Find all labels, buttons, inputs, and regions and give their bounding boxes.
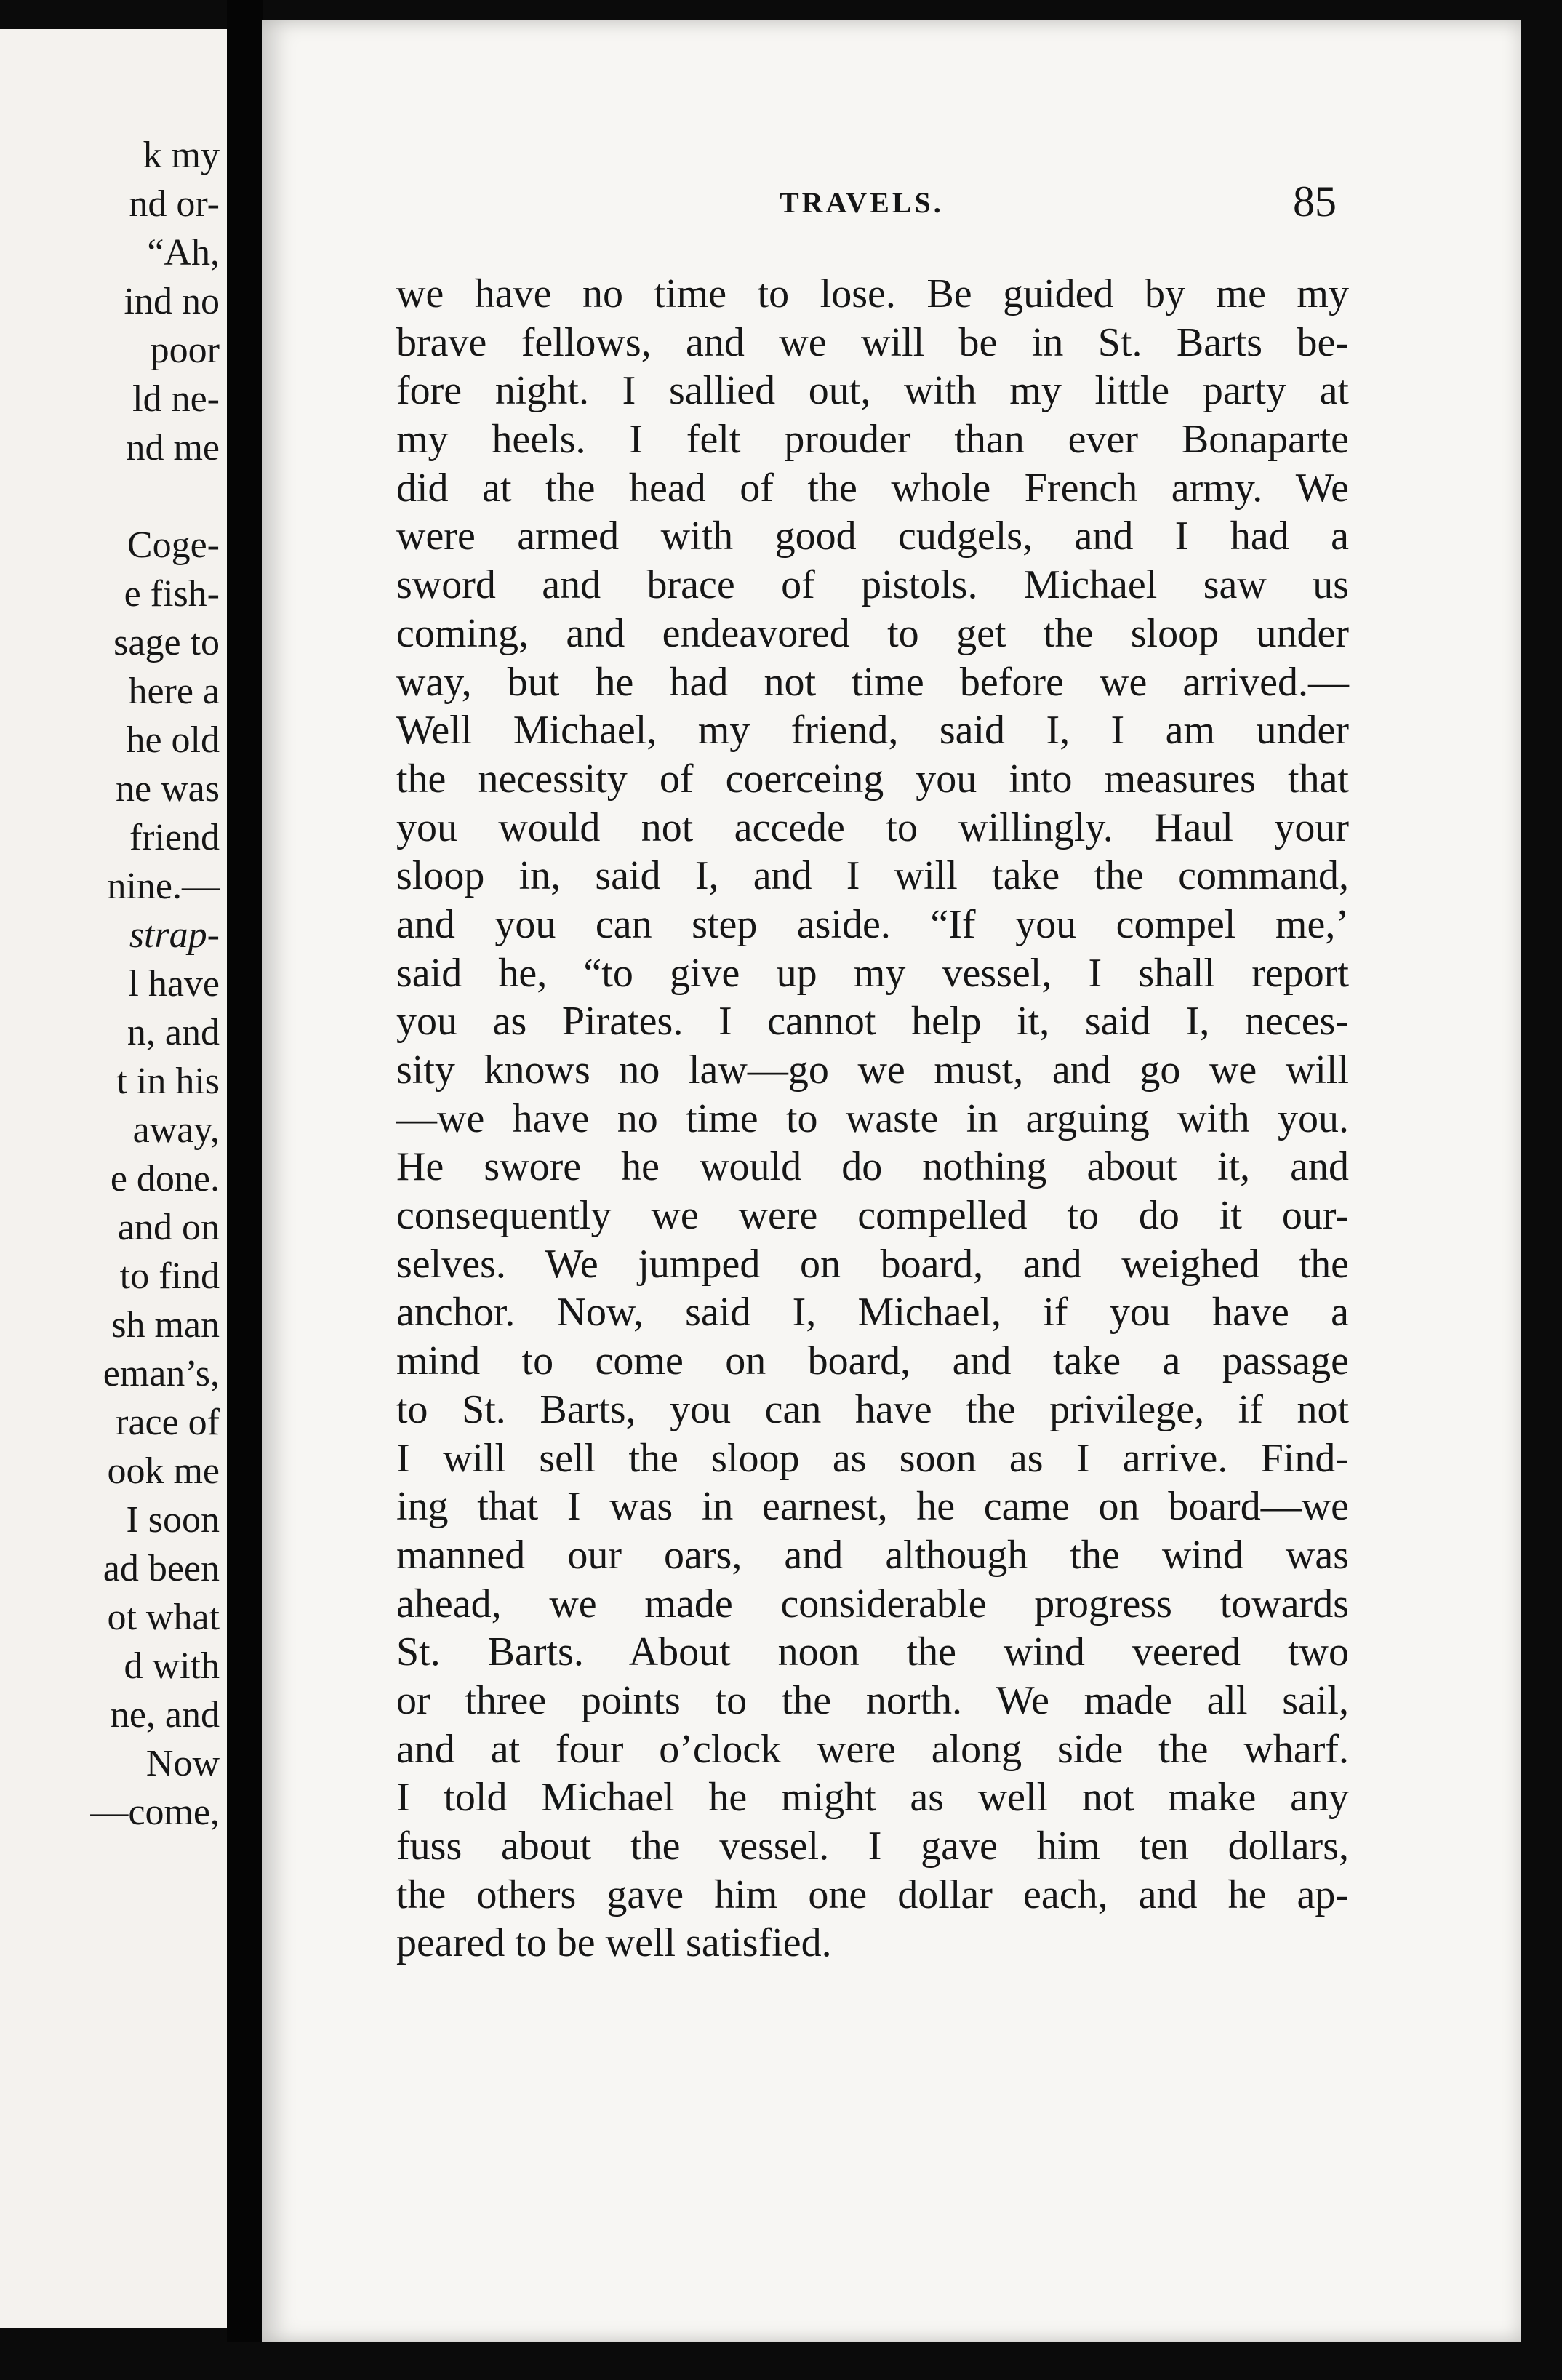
text-line: sity knows no law—go we must, and go we will	[396, 1047, 1349, 1093]
text-line: fore night. I sallied out, with my little party at	[396, 368, 1349, 414]
left-page-line: nd me	[126, 427, 220, 468]
left-page-line: ind no	[124, 281, 220, 322]
left-page-line: “Ah,	[147, 232, 220, 273]
text-line: and at four o’clock were along side the wharf.	[396, 1726, 1349, 1772]
left-page-line: nd or-	[129, 183, 220, 225]
text-line: sloop in, said I, and I will take the command,	[396, 853, 1349, 899]
text-line: and you can step aside. “If you compel me,’	[396, 901, 1349, 947]
left-page-line: away,	[132, 1109, 220, 1151]
text-line: ahead, we made considerable progress towards	[396, 1581, 1349, 1626]
text-line: you as Pirates. I cannot help it, said I, neces-	[396, 999, 1349, 1045]
text-line: Well Michael, my friend, said I, I am under	[396, 708, 1349, 754]
left-page-line: ot what	[107, 1597, 220, 1638]
text-line: I told Michael he might as well not make any	[396, 1775, 1349, 1821]
book-gutter	[227, 0, 263, 2380]
left-page-line: and on	[117, 1207, 220, 1248]
left-page-line: —come,	[90, 1792, 220, 1833]
left-page-line: I soon	[126, 1499, 220, 1541]
left-page-line: Coge-	[127, 524, 220, 566]
text-line: sword and brace of pistols. Michael saw us	[396, 562, 1349, 608]
text-line: anchor. Now, said I, Michael, if you have a	[396, 1290, 1349, 1335]
body-text	[396, 270, 1349, 1968]
left-page-line: t in his	[116, 1061, 220, 1102]
left-page-fragment	[0, 29, 227, 2328]
text-line: brave fellows, and we will be in St. Barts be-	[396, 319, 1349, 365]
text-line: He swore he would do nothing about it, and	[396, 1144, 1349, 1190]
left-page-line: ne was	[116, 768, 220, 810]
text-line: to St. Barts, you can have the privilege, if not	[396, 1386, 1349, 1432]
left-page-line: ne, and	[110, 1694, 220, 1736]
page-header	[262, 177, 1521, 228]
left-page-line: to find	[119, 1255, 220, 1297]
text-line: ing that I was in earnest, he came on board—we	[396, 1484, 1349, 1530]
left-page-line: l have	[128, 963, 220, 1005]
left-page-line: sh man	[111, 1304, 220, 1346]
left-page-line: ad been	[103, 1548, 220, 1589]
left-page-line: friend	[129, 817, 220, 858]
text-line: were armed with good cudgels, and I had a	[396, 514, 1349, 559]
running-head: TRAVELS.	[780, 186, 944, 219]
text-line: coming, and endeavored to get the sloop under	[396, 610, 1349, 656]
text-line: the others gave him one dollar each, and he ap-	[396, 1872, 1349, 1917]
left-page-line: strap-	[129, 914, 220, 956]
text-line: manned our oars, and although the wind was	[396, 1532, 1349, 1578]
left-page-line: d with	[124, 1645, 220, 1687]
left-page-line: n, and	[127, 1012, 220, 1053]
text-line: peared to be well satisfied.	[396, 1920, 832, 1966]
left-page-line: e done.	[110, 1158, 220, 1199]
text-line: said he, “to give up my vessel, I shall report	[396, 950, 1349, 996]
text-line: fuss about the vessel. I gave him ten dollars,	[396, 1824, 1349, 1869]
bottom-edge	[0, 2342, 1562, 2380]
text-line: consequently we were compelled to do it our-	[396, 1193, 1349, 1239]
left-page-line: ld ne-	[132, 378, 220, 420]
text-line: mind to come on board, and take a passage	[396, 1338, 1349, 1384]
left-page-line: sage to	[113, 622, 220, 663]
text-line: we have no time to lose. Be guided by me my	[396, 271, 1349, 316]
page-number: 85	[1293, 177, 1337, 225]
text-line: you would not accede to willingly. Haul your	[396, 804, 1349, 850]
left-page-line: here a	[128, 671, 220, 712]
left-page-line: eman’s,	[103, 1353, 220, 1394]
left-page-line: e fish-	[124, 573, 220, 615]
text-line: or three points to the north. We made all sail,	[396, 1677, 1349, 1723]
text-line: selves. We jumped on board, and weighed the	[396, 1241, 1349, 1287]
text-line: St. Barts. About noon the wind veered two	[396, 1629, 1349, 1675]
left-page-line: ook me	[107, 1450, 220, 1492]
left-page-line: k my	[143, 135, 220, 176]
right-page	[262, 20, 1521, 2342]
text-line: my heels. I felt prouder than ever Bonaparte	[396, 417, 1349, 463]
text-line: the necessity of coerceing you into measures that	[396, 756, 1349, 802]
text-line: way, but he had not time before we arrived.—	[396, 659, 1349, 705]
left-page-line: race of	[116, 1402, 220, 1443]
text-line: I will sell the sloop as soon as I arrive. Find-	[396, 1435, 1349, 1481]
left-page-line: he old	[126, 719, 220, 761]
text-line: —we have no time to waste in arguing with you.	[396, 1095, 1349, 1141]
text-line: did at the head of the whole French army. We	[396, 465, 1349, 511]
left-page-line: Now	[145, 1743, 220, 1784]
left-page-line: nine.—	[107, 866, 220, 907]
left-page-line: poor	[150, 330, 220, 371]
